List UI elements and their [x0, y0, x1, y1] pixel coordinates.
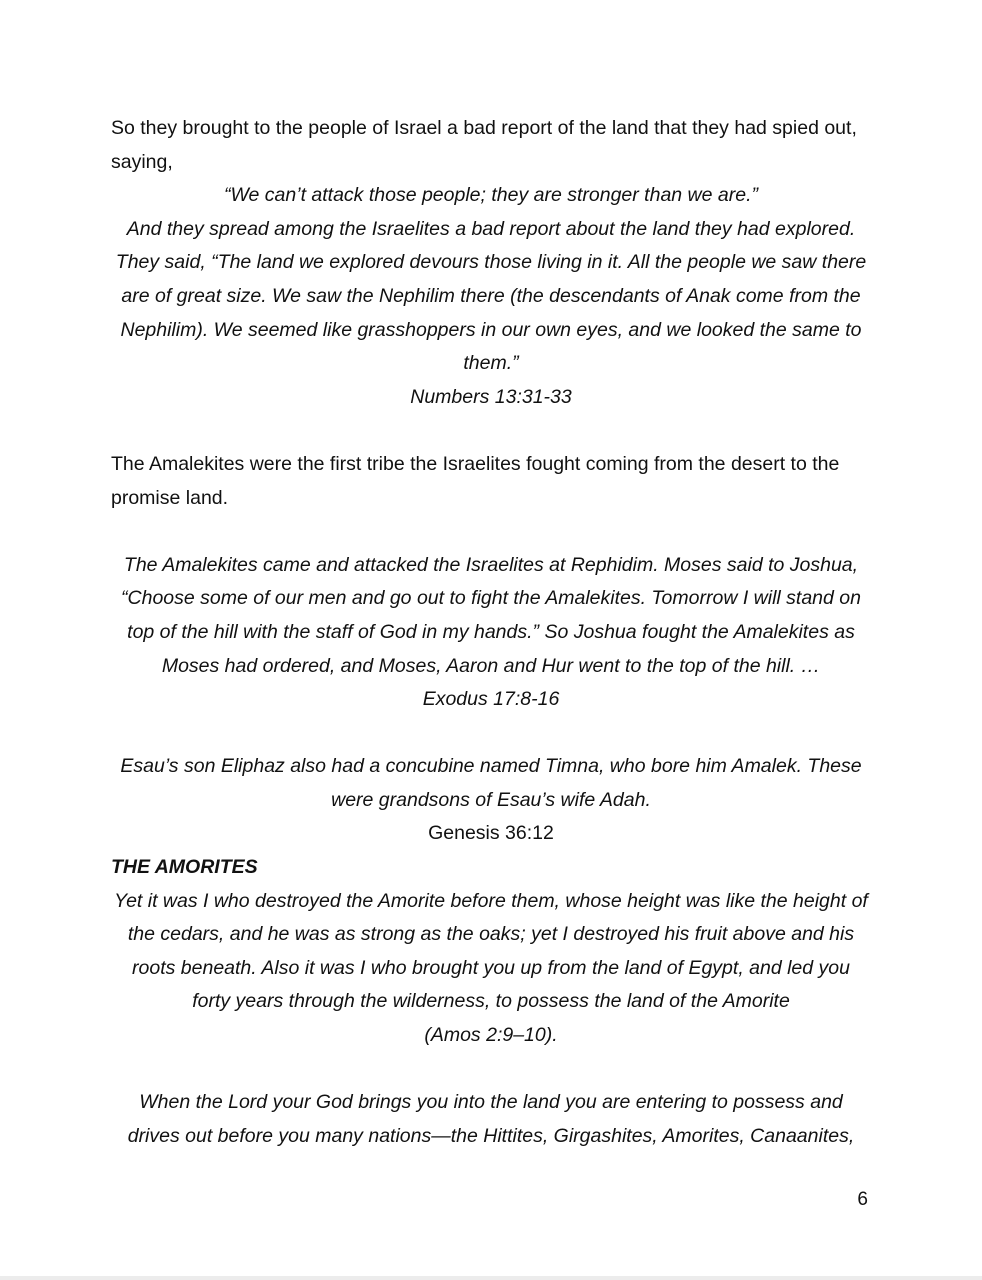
page-bottom-edge: [0, 1276, 982, 1280]
scripture-quote: Yet it was I who destroyed the Amorite before them, whose height was like the height of the cedars, and he was as strong as the oaks; yet I destroyed his fruit above and his roots beneath. Also it was I who brought you up from the land of Egypt, and led you forty years through the wilderness, to possess the land of the Amorite: [114, 889, 868, 1013]
page-number: 6: [857, 1189, 868, 1210]
section-heading: THE AMORITES: [111, 856, 258, 879]
scripture-quote: And they spread among the Israelites a bad report about the land they had explored. They said, “The land we explored devours those living in it. All the people we saw there are of great size. We saw the Nephilim there (the descendants of Anak come from the Nephilim). We seemed like grasshoppers in our own eyes, and we looked the same to them.”: [115, 217, 867, 375]
spacer: [111, 1053, 871, 1087]
spacer: [111, 717, 871, 751]
scripture-reference: (Amos 2:9–10).: [424, 1024, 558, 1047]
scripture-quote: “We can’t attack those people; they are stronger than we are.”: [223, 184, 758, 207]
scripture-reference: Exodus 17:8-16: [422, 688, 560, 711]
scripture-quote: When the Lord your God brings you into the land you are entering to possess and drives out before you many nations—the Hittites, Girgashites, Amorites, Canaanites,: [127, 1091, 855, 1147]
page-content: [111, 112, 871, 1153]
spacer: [111, 515, 871, 549]
body-paragraph: So they brought to the people of Israel a bad report of the land that they had spied out, saying,: [111, 117, 857, 173]
scripture-reference: Numbers 13:31-33: [410, 385, 572, 408]
spacer: [111, 414, 871, 448]
scripture-quote: Esau’s son Eliphaz also had a concubine named Timna, who bore him Amalek. These were grandsons of Esau’s wife Adah.: [120, 755, 862, 811]
body-paragraph: The Amalekites were the first tribe the Israelites fought coming from the desert to the promise land.: [111, 452, 840, 509]
scripture-reference: Genesis 36:12: [428, 822, 554, 845]
scripture-quote: The Amalekites came and attacked the Israelites at Rephidim. Moses said to Joshua, “Choose some of our men and go out to fight the Amalekites. Tomorrow I will stand on top of the hill with the staff of God in my hands.” So Joshua fought the Amalekites as Moses had ordered, and Moses, Aaron and Hur went to the top of the hill. …: [121, 553, 861, 677]
